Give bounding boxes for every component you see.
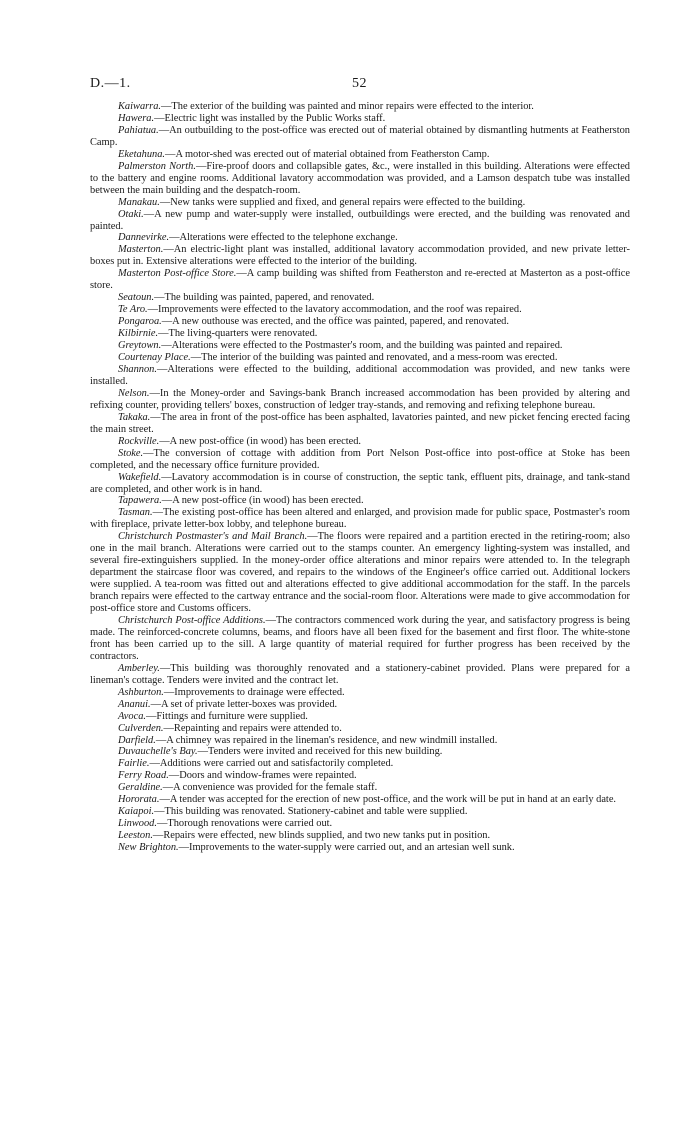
paragraph-text: —Improvements to the water-supply were carried out, and an artesian well sunk. [178, 842, 515, 854]
paragraph [90, 328, 630, 340]
paragraph [90, 842, 630, 854]
place-name: Ferry Road. [118, 770, 169, 782]
paragraph [90, 149, 630, 161]
place-name: Christchurch Post-office Additions. [118, 614, 266, 626]
paragraph [90, 340, 630, 352]
place-name: Culverden. [118, 722, 164, 734]
paragraph-text: —The exterior of the building was painted and minor repairs were effected to the interior. [161, 101, 534, 112]
place-name: Hawera. [118, 112, 155, 124]
place-name: Seatoun. [118, 292, 155, 304]
paragraph [90, 806, 630, 818]
place-name: Kilbirnie. [118, 328, 159, 340]
place-name: Geraldine. [118, 782, 163, 794]
place-name: Avoca. [118, 710, 146, 722]
paragraph [90, 495, 630, 507]
paragraph-text: —A new post-office (in wood) has been erected. [161, 495, 364, 507]
paragraph-text: —A new post-office (in wood) has been erected. [159, 435, 362, 447]
paragraph-text: —The conversion of cottage with addition from Port Nelson Post-office into post-office at Stoke has been completed, and the necessary office furniture provided. [90, 447, 630, 471]
paragraph-text: —The living-quarters were renovated. [158, 328, 318, 340]
paragraph-text: —Alterations were effected to the Postmaster's room, and the building was painted and repaired. [161, 340, 563, 352]
place-name: Duvauchelle's Bay. [118, 746, 198, 758]
paragraph [90, 770, 630, 782]
paragraph-text: —A new pump and water-supply were installed, outbuildings were erected, and the building was renovated and painted. [90, 208, 630, 232]
paragraph [90, 364, 630, 388]
paragraph [90, 244, 630, 268]
paragraph-text: —This building was thoroughly renovated and a stationery-cabinet provided. Plans were prepared for a lineman's cottage. Tenders were invited and the contract let. [90, 662, 630, 686]
place-name: Masterton Post-office Store. [118, 268, 237, 280]
paragraph-text: —The floors were repaired and a partition erected in the retiring-room; also one in the mail branch. Alterations were carried out to the stamps counter. An emergency lighting-system was installed, and several fire-extinguishers supplied. In the money-order office alterations and minor repairs were attended to. In the telegraph department the staircase floor was covered, and repairs to the windows of the Engineer's office carried out. Additional lockers were supplied. A tea-room was fitted out and alterations effected to give additional accommodation for the staff. In the parcels branch repairs were effected to the cartway entrance and the social-room floor. Alterations were made to give accommodation for post-office store and Customs officers. [90, 531, 630, 615]
place-name: Eketahuna. [118, 148, 166, 160]
place-name: Pahiatua. [118, 124, 159, 136]
paragraph-text: —The area in front of the post-office has been asphalted, lavatories painted, and new picket fencing erected facing the main street. [90, 411, 630, 435]
paragraph [90, 388, 630, 412]
paragraph [90, 531, 630, 615]
paragraph [90, 268, 630, 292]
paragraph [90, 758, 630, 770]
place-name: Te Aro. [118, 304, 148, 316]
place-name: Leeston. [118, 830, 153, 842]
paragraph-text: —Electric light was installed by the Public Works staff. [154, 112, 386, 124]
paragraph [90, 507, 630, 531]
place-name: Stoke. [118, 447, 144, 459]
place-name: Ashburton. [118, 686, 164, 698]
paragraph-text: —A tender was accepted for the erection of new post-office, and the work will be put in hand at an early date. [159, 794, 617, 806]
paragraph [90, 711, 630, 723]
paragraph-text: —This building was renovated. Stationery-cabinet and table were supplied. [154, 806, 468, 818]
place-name: Otaki. [118, 208, 144, 220]
paragraph [90, 436, 630, 448]
paragraph-text: —Fire-proof doors and collapsible gates, &c., were installed in this building. Alterations were effected to the battery and engine rooms. Additional lavatory accommodation was provided, and a Lamson despatch tube was installed between the main building and the despatch-room. [90, 160, 630, 196]
paragraph-text: —Alterations were effected to the telephone exchange. [169, 232, 398, 244]
paragraph-text: —The interior of the building was painted and renovated, and a mess-room was erected. [190, 352, 558, 364]
paragraph-text: —Tenders were invited and received for this new building. [197, 746, 443, 758]
paragraph [90, 304, 630, 316]
document-body [90, 101, 630, 854]
paragraph [90, 472, 630, 496]
paragraph-text: —Improvements to drainage were effected. [163, 686, 345, 698]
paragraph [90, 735, 630, 747]
paragraph-text: —A motor-shed was erected out of material obtained from Featherston Camp. [165, 148, 490, 160]
place-name: Greytown. [118, 340, 162, 352]
place-name: Manakau. [118, 196, 160, 208]
paragraph [90, 352, 630, 364]
paragraph-text: —Doors and window-frames were repainted. [168, 770, 357, 782]
place-name: Wakefield. [118, 471, 162, 483]
paragraph [90, 687, 630, 699]
place-name: Linwood. [118, 818, 157, 830]
paragraph-text: —A new outhouse was erected, and the office was painted, papered, and renovated. [161, 316, 509, 328]
paragraph-text: —Repairs were effected, new blinds supplied, and two new tanks put in position. [152, 830, 491, 842]
paragraph-text: —The building was painted, papered, and renovated. [154, 292, 375, 304]
place-name: Ananui. [118, 698, 151, 710]
place-name: Hororata. [118, 794, 160, 806]
paragraph [90, 292, 630, 304]
paragraph-text: —A chimney was repaired in the lineman's residence, and new windmill installed. [155, 734, 498, 746]
paragraph-text: —An outbuilding to the post-office was erected out of material obtained by dismantling hutments at Featherston Camp. [90, 124, 630, 148]
paragraph-text: —Fittings and furniture were supplied. [146, 710, 308, 722]
paragraph [90, 818, 630, 830]
paragraph-text: —A convenience was provided for the female staff. [162, 782, 378, 794]
paragraph-text: —A camp building was shifted from Featherston and re-erected at Masterton as a post-office store. [90, 268, 630, 292]
paragraph [90, 615, 630, 663]
paragraph-text: —New tanks were supplied and fixed, and general repairs were effected to the building. [159, 196, 526, 208]
paragraph [90, 197, 630, 209]
paragraph [90, 794, 630, 806]
paragraph [90, 448, 630, 472]
paragraph [90, 209, 630, 233]
paragraph [90, 113, 630, 125]
paragraph [90, 723, 630, 735]
paragraph-text: —Thorough renovations were carried out. [156, 818, 333, 830]
place-name: Darfield. [118, 734, 156, 746]
paragraph-text: —Improvements were effected to the lavatory accommodation, and the roof was repaired. [147, 304, 522, 316]
paragraph-text: —Additions were carried out and satisfactorily completed. [149, 758, 394, 770]
paragraph-text: —A set of private letter-boxes was provided. [150, 698, 338, 710]
paragraph [90, 125, 630, 149]
place-name: Tasman. [118, 507, 153, 519]
place-name: Nelson. [118, 387, 150, 399]
paragraph-text: —In the Money-order and Savings-bank Branch increased accommodation has been provided by altering and refixing counter, providing tellers' boxes, construction of ledger tray-stands, and removing and refixing telephone bureau. [90, 387, 630, 411]
paragraph-text: —Alterations were effected to the building, additional accommodation was provided, and new tanks were installed. [90, 363, 630, 387]
place-name: Amberley. [118, 662, 160, 674]
place-name: Fairlie. [118, 758, 150, 770]
paragraph-text: —Lavatory accommodation is in course of construction, the septic tank, effluent pits, drainage, and tank-stand are completed, and other work is in hand. [90, 471, 630, 495]
place-name: Kaiapoi. [118, 806, 155, 818]
paragraph [90, 746, 630, 758]
place-name: Christchurch Postmaster's and Mail Branch. [118, 531, 308, 543]
paragraph [90, 699, 630, 711]
paragraph [90, 412, 630, 436]
paragraph-text: —The existing post-office has been altered and enlarged, and provision made for public space, Postmaster's room with fireplace, private letter-box lobby, and telephone bureau. [90, 507, 630, 531]
place-name: Rockville. [118, 435, 160, 447]
place-name: New Brighton. [118, 842, 179, 854]
place-name: Kaiwarra. [118, 101, 162, 112]
place-name: Palmerston North. [118, 160, 196, 172]
place-name: Shannon. [118, 363, 157, 375]
place-name: Courtenay Place. [118, 352, 191, 364]
paragraph [90, 316, 630, 328]
paragraph [90, 663, 630, 687]
place-name: Pongaroa. [118, 316, 162, 328]
document-reference: D.—1. [90, 76, 131, 91]
place-name: Dannevirke. [118, 232, 170, 244]
paragraph [90, 161, 630, 197]
paragraph [90, 101, 630, 113]
paragraph-text: —An electric-light plant was installed, additional lavatory accommodation provided, and new private letter-boxes put in. Extensive alterations were effected to the interior of the building. [90, 244, 630, 268]
place-name: Takaka. [118, 411, 151, 423]
paragraph [90, 782, 630, 794]
place-name: Tapawera. [118, 495, 162, 507]
paragraph-text: —The contractors commenced work during the year, and satisfactory progress is being made. The reinforced-concrete columns, beams, and floors have all been fixed for the basement and first floor. The white-stone front has been carried up to the sill. A large quantity of material required for further progress has been received by the contractors. [90, 614, 630, 662]
page-number: 52 [352, 76, 367, 91]
paragraph-text: —Repainting and repairs were attended to. [163, 722, 342, 734]
paragraph [90, 830, 630, 842]
paragraph [90, 232, 630, 244]
place-name: Masterton. [118, 244, 164, 256]
